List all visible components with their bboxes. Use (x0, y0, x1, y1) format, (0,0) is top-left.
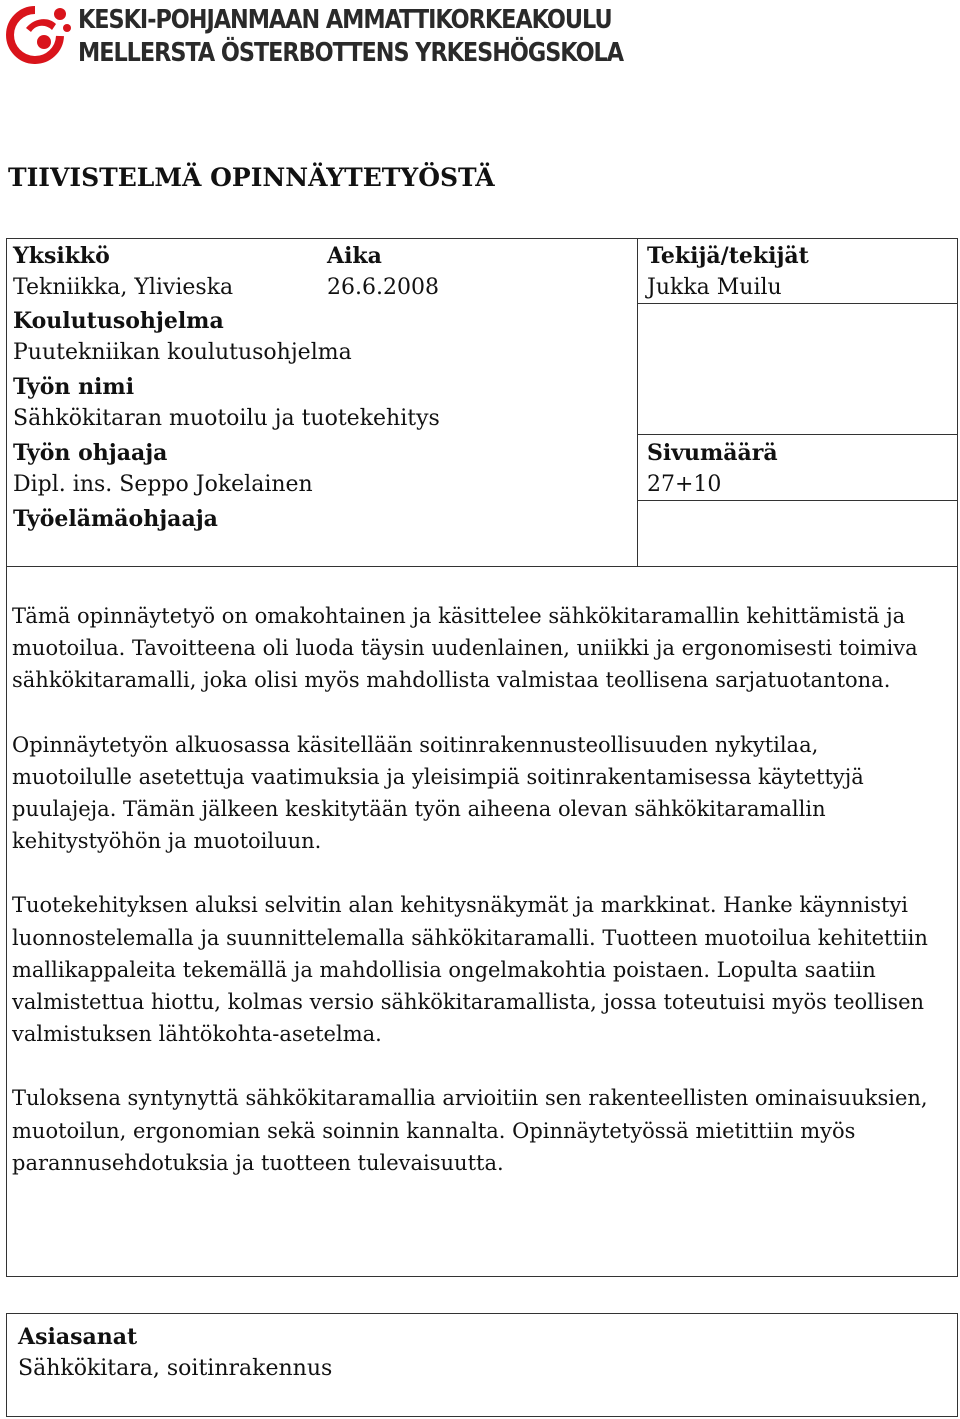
keywords-value: Sähkökitara, soitinrakennus (18, 1356, 333, 1381)
abstract-paragraph: Tuloksena syntynyttä sähkökitaramallia arvioitiin sen rakenteellisten ominaisuuksien, muotoilun, ergonomian sekä soinnin kannalta. Opinnäytetyössä mietittiin myös parannusehdotuksia ja tuotteen tulevaisuutta. (12, 1086, 928, 1175)
info-table-divider-right-2 (637, 434, 958, 435)
date-label: Aika (327, 243, 382, 269)
abstract-paragraph: Opinnäytetyön alkuosassa käsitellään soitinrakennusteollisuuden nykytilaa, muotoilulle asetettuja vaatimuksia ja yleisimpiä soitinrakentamisessa käytettyjä puulajeja. Tämän jälkeen keskitytään työn aiheena olevan sähkökitaramallin kehitystyöhön ja muotoiluun. (12, 732, 864, 854)
author-label: Tekijä/tekijät (647, 243, 809, 269)
organization-name (78, 4, 623, 70)
org-name-finnish: KESKI-POHJANMAAN AMMATTIKORKEAKOULU (78, 5, 612, 35)
org-name-swedish: MELLERSTA ÖSTERBOTTENS YRKESHÖGSKOLA (78, 38, 624, 68)
unit-label: Yksikkö (13, 243, 110, 269)
school-logo (4, 2, 74, 64)
abstract-paragraph: Tuotekehityksen aluksi selvitin alan kehitysnäkymät ja markkinat. Hanke käynnistyi luonnostelemalla ja suunnittelemalla sähkökitaramalli. Tuotteen muotoilua kehitettiin mallikappaleita tekemällä ja mahdollisia ongelmakohtia poistaen. Lopulta saatiin valmistettua hiottu, kolmas versio sähkökitaramallista, jossa toteutuisi myös teollisen valmistuksen lähtökohta-asetelma. (12, 893, 928, 1047)
document-title: TIIVISTELMÄ OPINNÄYTETYÖSTÄ (8, 163, 495, 192)
date-value: 26.6.2008 (327, 275, 439, 300)
supervisor-label: Työn ohjaaja (13, 440, 168, 466)
supervisor-value: Dipl. ins. Seppo Jokelainen (13, 472, 313, 497)
pages-value: 27+10 (647, 472, 722, 497)
unit-value: Tekniikka, Ylivieska (13, 275, 234, 300)
program-label: Koulutusohjelma (13, 308, 224, 334)
keywords-label: Asiasanat (18, 1324, 138, 1350)
info-table-divider-vertical (637, 238, 638, 567)
pages-label: Sivumäärä (647, 440, 778, 466)
program-value: Puutekniikan koulutusohjelma (13, 340, 352, 365)
work-supervisor-label: Työelämäohjaaja (13, 506, 218, 532)
work-title-value: Sähkökitaran muotoilu ja tuotekehitys (13, 406, 440, 431)
abstract-paragraph: Tämä opinnäytetyö on omakohtainen ja käsittelee sähkökitaramallin kehittämistä ja muotoilua. Tavoitteena oli luoda täysin uudenlainen, uniikki ja ergonomisesti toimiva sähkökitaramalli, joka olisi myös mahdollista valmistaa teollisena sarjatuotantona. (12, 604, 918, 693)
work-title-label: Työn nimi (13, 374, 135, 400)
author-value: Jukka Muilu (647, 275, 782, 300)
abstract-text (12, 600, 942, 1211)
